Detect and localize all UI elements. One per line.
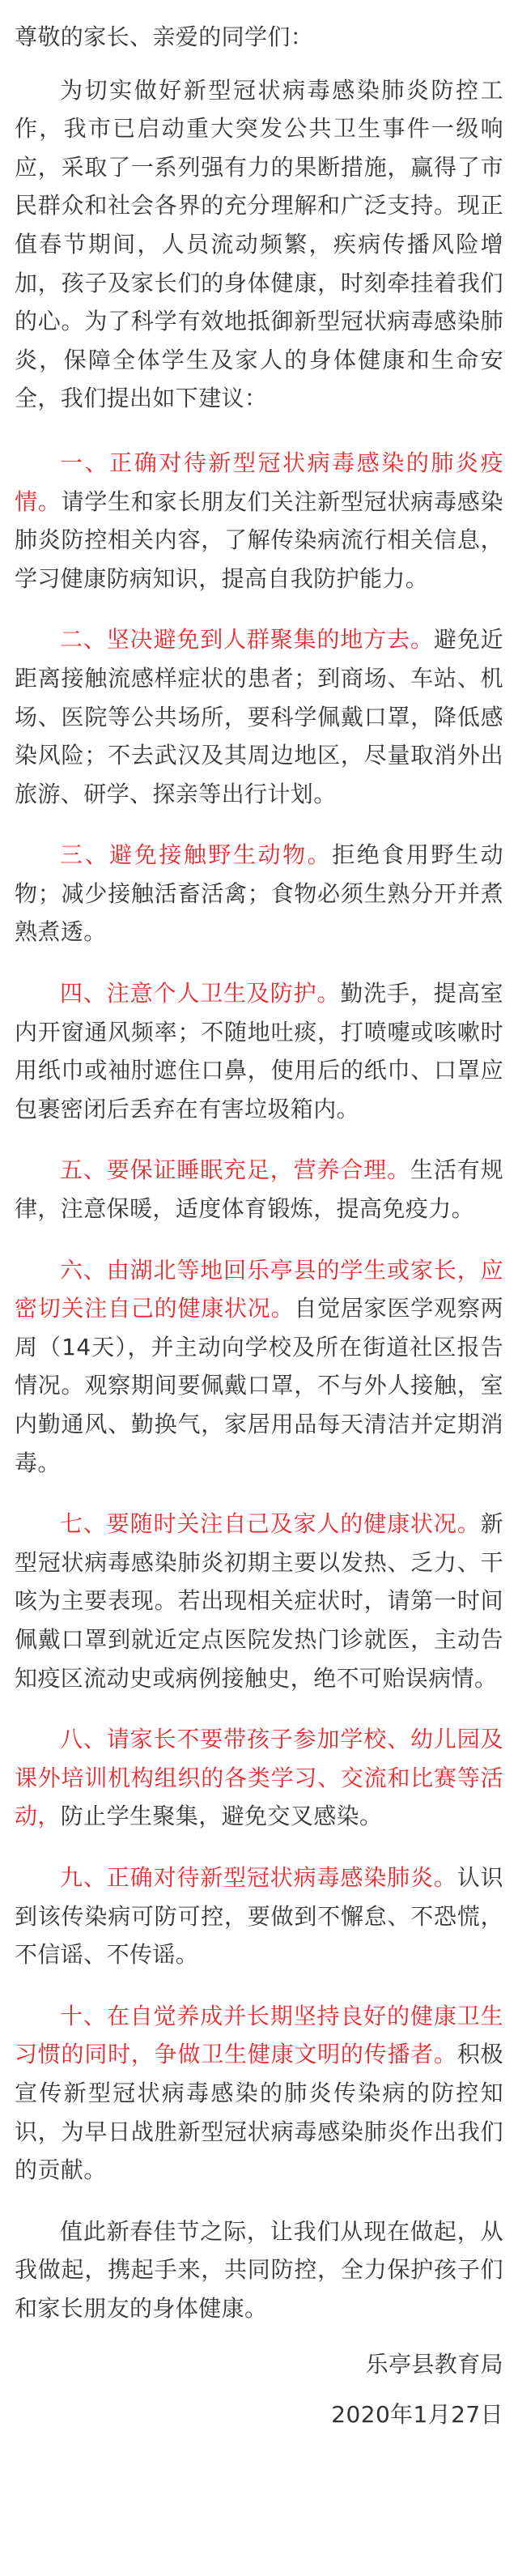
suggestion-heading: 五、要保证睡眠充足，营养合理。 bbox=[60, 1156, 410, 1184]
suggestion-body: 生活有规律，注意保暖，适度体育锻炼，提高免疫力。 bbox=[15, 1156, 503, 1223]
greeting: 尊敬的家长、亲爱的同学们： bbox=[15, 23, 314, 50]
closing-paragraph: 值此新春佳节之际，让我们从现在做起，从我做起，携起手来，共同防控，全力保护孩子们和家长朋友的身体健康。 bbox=[15, 2217, 503, 2322]
suggestion-heading: 二、坚决避免到人群聚集的地方去。 bbox=[60, 626, 434, 654]
suggestion-item-3 bbox=[15, 836, 503, 952]
suggestion-item-6 bbox=[15, 1251, 503, 1483]
suggestion-item-10 bbox=[15, 1997, 503, 2190]
suggestion-item-4 bbox=[15, 974, 503, 1128]
suggestion-item-2 bbox=[15, 620, 503, 813]
suggestion-item-5 bbox=[15, 1151, 503, 1228]
suggestion-body: 勤洗手，提高室内开窗通风频率；不随地吐痰，打喷嚏或咳嗽时用纸巾或袖肘遮住口鼻，使用后的纸巾、口罩应包裹密闭后丢弃在有害垃圾箱内。 bbox=[15, 980, 503, 1122]
suggestion-heading: 七、要随时关注自己及家人的健康状况。 bbox=[60, 1510, 481, 1538]
suggestion-heading: 一、正确对待新型冠状病毒感染的肺炎疫情。 bbox=[15, 449, 503, 515]
suggestion-heading: 十、在自觉养成并长期坚持良好的健康卫生习惯的同时，争做卫生健康文明的传播者。 bbox=[15, 2002, 503, 2068]
suggestion-heading: 九、正确对待新型冠状病毒感染肺炎。 bbox=[60, 1863, 457, 1891]
suggestion-heading: 三、避免接触野生动物。 bbox=[60, 841, 333, 869]
suggestion-heading: 六、由湖北等地回乐亭县的学生或家长，应密切关注自己的健康状况。 bbox=[15, 1256, 503, 1322]
suggestion-item-1 bbox=[15, 444, 503, 598]
signature: 乐亭县教育局 bbox=[365, 2351, 503, 2378]
suggestion-item-8 bbox=[15, 1720, 503, 1836]
suggestion-body: 认识到该传染病可防可控，要做到不懈怠、不恐慌，不信谣、不传谣。 bbox=[15, 1863, 503, 1969]
suggestion-body: 防止学生聚集，避免交叉感染。 bbox=[60, 1803, 383, 1830]
intro-paragraph: 为切实做好新型冠状病毒感染肺炎防控工作，我市已启动重大突发公共卫生事件一级响应，采取了一系列强有力的果断措施，赢得了市民群众和社会各界的充分理解和广泛支持。现正值春节期间，人员流动频繁，疾病传播风险增加，孩子及家长们的身体健康，时刻牵挂着我们的心。为了科学有效地抵御新型冠状病毒感染肺炎，保障全体学生及家人的身体健康和生命安全，我们提出如下建议： bbox=[15, 76, 503, 412]
suggestion-item-7 bbox=[15, 1505, 503, 1697]
suggestion-item-9 bbox=[15, 1859, 503, 1974]
suggestion-body: 拒绝食用野生动物；减少接触活畜活禽；食物必须生熟分开并煮熟煮透。 bbox=[15, 841, 503, 946]
suggestion-heading: 四、注意个人卫生及防护。 bbox=[60, 980, 341, 1007]
suggestion-body: 新型冠状病毒感染肺炎初期主要以发热、乏力、干咳为主要表现。若出现相关症状时，请第一时间佩戴口罩到就近定点医院发热门诊就医，主动告知疫区流动史或病例接触史，绝不可贻误病情。 bbox=[15, 1510, 503, 1692]
suggestion-body: 避免近距离接触流感样症状的患者；到商场、车站、机场、医院等公共场所，要科学佩戴口罩，降低感染风险；不去武汉及其周边地区，尽量取消外出旅游、研学、探亲等出行计划。 bbox=[15, 626, 504, 807]
suggestion-body: 积极宣传新型冠状病毒感染的肺炎传染病的防控知识，为早日战胜新型冠状病毒感染肺炎作出我们的贡献。 bbox=[15, 2041, 503, 2184]
suggestion-body: 请学生和家长朋友们关注新型冠状病毒感染肺炎防控相关内容，了解传染病流行相关信息，学习健康防病知识，提高自我防护能力。 bbox=[15, 488, 503, 592]
date: 2020年1月27日 bbox=[331, 2401, 503, 2429]
suggestion-body: 自觉居家医学观察两周（14天），并主动向学校及所在街道社区报告情况。观察期间要佩戴口罩，不与外人接触，室内勤通风、勤换气，家居用品每天清洁并定期消毒。 bbox=[15, 1295, 503, 1476]
suggestion-heading: 八、请家长不要带孩子参加学校、幼儿园及课外培训机构组织的各类学习、交流和比赛等活动， bbox=[15, 1726, 503, 1830]
